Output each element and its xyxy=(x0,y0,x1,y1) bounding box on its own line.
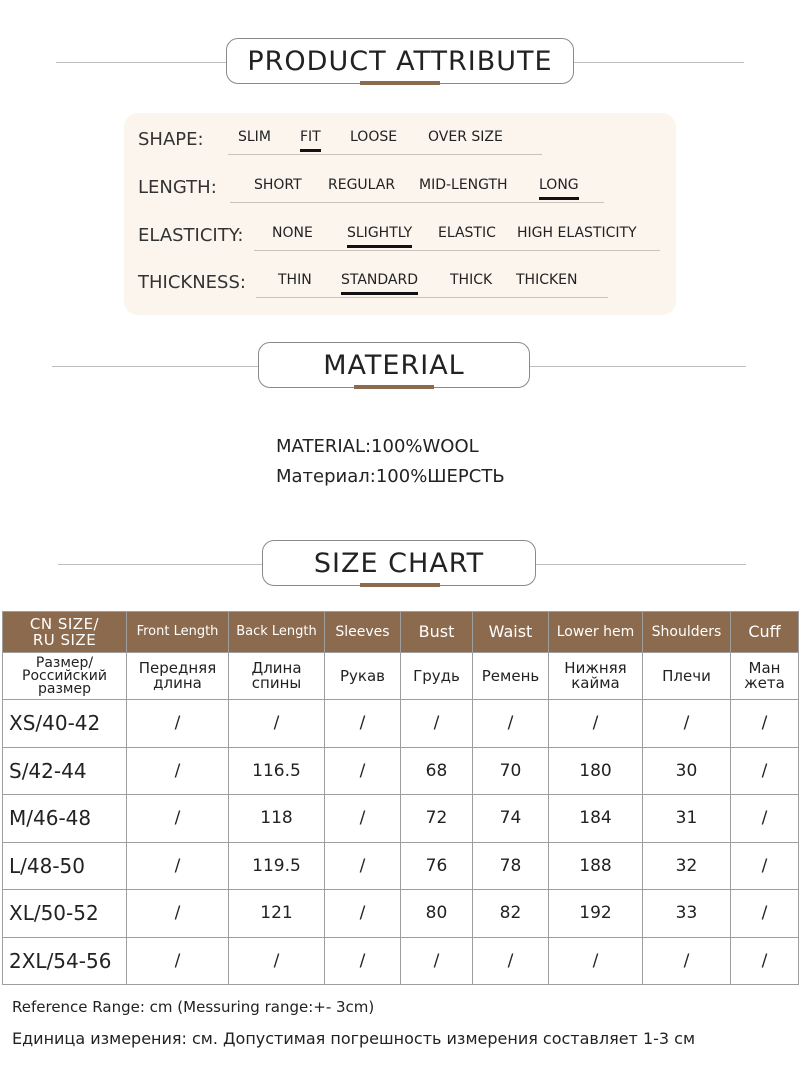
attribute-option-selected: SLIGHTLY xyxy=(347,225,413,241)
measurement-cell: / xyxy=(229,700,325,748)
measurement-cell: 188 xyxy=(549,842,643,890)
attribute-option: NONE xyxy=(272,225,313,241)
measurement-cell: 31 xyxy=(643,795,731,843)
column-header-ru xyxy=(401,653,473,700)
measurement-cell: 192 xyxy=(549,890,643,938)
size-chart-header xyxy=(0,536,800,596)
column-header-ru xyxy=(229,653,325,700)
measurement-cell: / xyxy=(325,795,401,843)
header-line: CN SIZE/ xyxy=(29,615,100,633)
attribute-row-thickness xyxy=(138,266,658,300)
material-line-ru: Материал:100%ШЕРСТЬ xyxy=(276,466,505,487)
section-title: MATERIAL xyxy=(258,342,530,388)
column-header: Back Length xyxy=(229,612,325,653)
table-row xyxy=(3,937,799,985)
attribute-option: OVER SIZE xyxy=(428,129,503,145)
attribute-option: MID-LENGTH xyxy=(419,177,508,193)
measurement-cell: / xyxy=(643,700,731,748)
measurement-cell: / xyxy=(549,700,643,748)
column-header-ru xyxy=(3,653,127,700)
header-accent-bar xyxy=(360,81,440,85)
attribute-underline xyxy=(256,297,608,298)
attribute-row-elasticity xyxy=(138,219,668,253)
measurement-cell: / xyxy=(325,842,401,890)
column-header-ru xyxy=(325,653,401,700)
size-label-cell: XL/50-52 xyxy=(3,890,127,938)
measurement-cell: 76 xyxy=(401,842,473,890)
measurement-cell: / xyxy=(325,747,401,795)
table-header-row-en xyxy=(3,612,799,653)
measurement-cell: / xyxy=(127,700,229,748)
column-header: Cuff xyxy=(731,612,799,653)
table-row xyxy=(3,890,799,938)
attribute-option: HIGH ELASTICITY xyxy=(517,225,637,241)
measurement-cell: 116.5 xyxy=(229,747,325,795)
size-label-cell: XS/40-42 xyxy=(3,700,127,748)
measurement-cell: / xyxy=(731,795,799,843)
measurement-cell: 180 xyxy=(549,747,643,795)
measurement-cell: 121 xyxy=(229,890,325,938)
attribute-option: SLIM xyxy=(238,129,271,145)
header-line: Передняя xyxy=(138,659,217,677)
column-header: Sleeves xyxy=(325,612,401,653)
header-line: Российский xyxy=(22,667,107,684)
measurement-cell: 32 xyxy=(643,842,731,890)
measurement-cell: / xyxy=(401,937,473,985)
reference-note-en: Reference Range: cm (Messuring range:+- 3cm) xyxy=(12,998,375,1016)
table-row xyxy=(3,842,799,890)
measurement-cell: / xyxy=(401,700,473,748)
attribute-panel xyxy=(124,113,676,315)
measurement-cell: / xyxy=(127,795,229,843)
material-header xyxy=(0,338,800,398)
attribute-underline xyxy=(254,250,660,251)
measurement-cell: / xyxy=(731,700,799,748)
table-row xyxy=(3,795,799,843)
measurement-cell: / xyxy=(731,842,799,890)
measurement-cell: 80 xyxy=(401,890,473,938)
measurement-cell: 78 xyxy=(473,842,549,890)
header-line: жета xyxy=(744,674,785,692)
column-header: Lower hem xyxy=(549,612,643,653)
measurement-cell: / xyxy=(473,937,549,985)
attribute-option: THICKEN xyxy=(516,272,578,288)
header-rule-right xyxy=(530,366,746,367)
measurement-cell: 68 xyxy=(401,747,473,795)
attribute-label: LENGTH: xyxy=(138,177,217,198)
attribute-option: ELASTIC xyxy=(438,225,496,241)
section-title: PRODUCT ATTRIBUTE xyxy=(226,38,574,84)
column-header: Bust xyxy=(401,612,473,653)
column-header: Waist xyxy=(473,612,549,653)
size-label-cell: M/46-48 xyxy=(3,795,127,843)
header-rule-right xyxy=(574,62,744,63)
measurement-cell: 74 xyxy=(473,795,549,843)
measurement-cell: / xyxy=(127,747,229,795)
material-line-en: MATERIAL:100%WOOL xyxy=(276,436,479,457)
header-line: Размер/ xyxy=(35,654,94,671)
header-accent-bar xyxy=(360,583,440,587)
size-label-cell: L/48-50 xyxy=(3,842,127,890)
measurement-cell: / xyxy=(549,937,643,985)
header-line: длина xyxy=(153,674,202,692)
measurement-cell: 72 xyxy=(401,795,473,843)
header-rule-left xyxy=(56,62,226,63)
column-header-ru xyxy=(549,653,643,700)
measurement-cell: / xyxy=(229,937,325,985)
measurement-cell: 33 xyxy=(643,890,731,938)
column-header: Shoulders xyxy=(643,612,731,653)
column-header-ru xyxy=(731,653,799,700)
table-row xyxy=(3,747,799,795)
product-attribute-header xyxy=(0,34,800,94)
header-accent-bar xyxy=(354,385,434,389)
measurement-cell: / xyxy=(325,937,401,985)
attribute-option: THICK xyxy=(450,272,493,288)
measurement-cell: 30 xyxy=(643,747,731,795)
attribute-underline xyxy=(230,202,604,203)
measurement-cell: 118 xyxy=(229,795,325,843)
section-title: SIZE CHART xyxy=(262,540,536,586)
header-line: Грудь xyxy=(413,666,460,685)
measurement-cell: 184 xyxy=(549,795,643,843)
measurement-cell: / xyxy=(731,937,799,985)
header-line: Длина xyxy=(251,659,302,677)
measurement-cell: 70 xyxy=(473,747,549,795)
measurement-cell: / xyxy=(731,890,799,938)
header-line: Ремень xyxy=(481,666,540,685)
attribute-row-length xyxy=(138,171,658,205)
measurement-cell: / xyxy=(127,937,229,985)
header-rule-left xyxy=(52,366,258,367)
size-rows xyxy=(3,700,799,985)
header-line: спины xyxy=(251,674,302,692)
column-header xyxy=(3,612,127,653)
attribute-label: SHAPE: xyxy=(138,129,204,150)
measurement-cell: / xyxy=(127,890,229,938)
table-header-row-ru xyxy=(3,653,799,700)
reference-note-ru: Единица измерения: см. Допустимая погрешность измерения составляет 1-3 см xyxy=(12,1029,696,1048)
size-label-cell: S/42-44 xyxy=(3,747,127,795)
attribute-option: SHORT xyxy=(254,177,302,193)
attribute-underline xyxy=(228,154,542,155)
header-line: Рукав xyxy=(339,666,385,685)
header-line: Нижняя xyxy=(564,659,627,677)
measurement-cell: / xyxy=(731,747,799,795)
header-line: RU SIZE xyxy=(32,631,97,649)
attribute-label: THICKNESS: xyxy=(138,272,246,293)
attribute-option: THIN xyxy=(278,272,312,288)
attribute-option-selected: LONG xyxy=(539,177,579,193)
column-header-ru xyxy=(643,653,731,700)
attribute-label: ELASTICITY: xyxy=(138,225,244,246)
column-header-ru xyxy=(127,653,229,700)
measurement-cell: / xyxy=(473,700,549,748)
attribute-row-shape xyxy=(138,123,658,157)
header-rule-right xyxy=(536,564,746,565)
attribute-option-selected: FIT xyxy=(300,129,321,145)
header-line: Плечи xyxy=(662,666,711,685)
header-line: размер xyxy=(38,680,91,697)
header-rule-left xyxy=(58,564,262,565)
measurement-cell: 119.5 xyxy=(229,842,325,890)
size-label-cell: 2XL/54-56 xyxy=(3,937,127,985)
attribute-option: REGULAR xyxy=(328,177,396,193)
size-chart-table xyxy=(2,611,799,985)
column-header-ru xyxy=(473,653,549,700)
measurement-cell: / xyxy=(325,890,401,938)
measurement-cell: / xyxy=(643,937,731,985)
measurement-cell: 82 xyxy=(473,890,549,938)
header-line: кайма xyxy=(571,674,620,692)
measurement-cell: / xyxy=(127,842,229,890)
attribute-option: LOOSE xyxy=(350,129,398,145)
attribute-option-selected: STANDARD xyxy=(341,272,419,288)
measurement-cell: / xyxy=(325,700,401,748)
column-header: Front Length xyxy=(127,612,229,653)
table-row xyxy=(3,700,799,748)
header-line: Ман xyxy=(748,659,781,677)
